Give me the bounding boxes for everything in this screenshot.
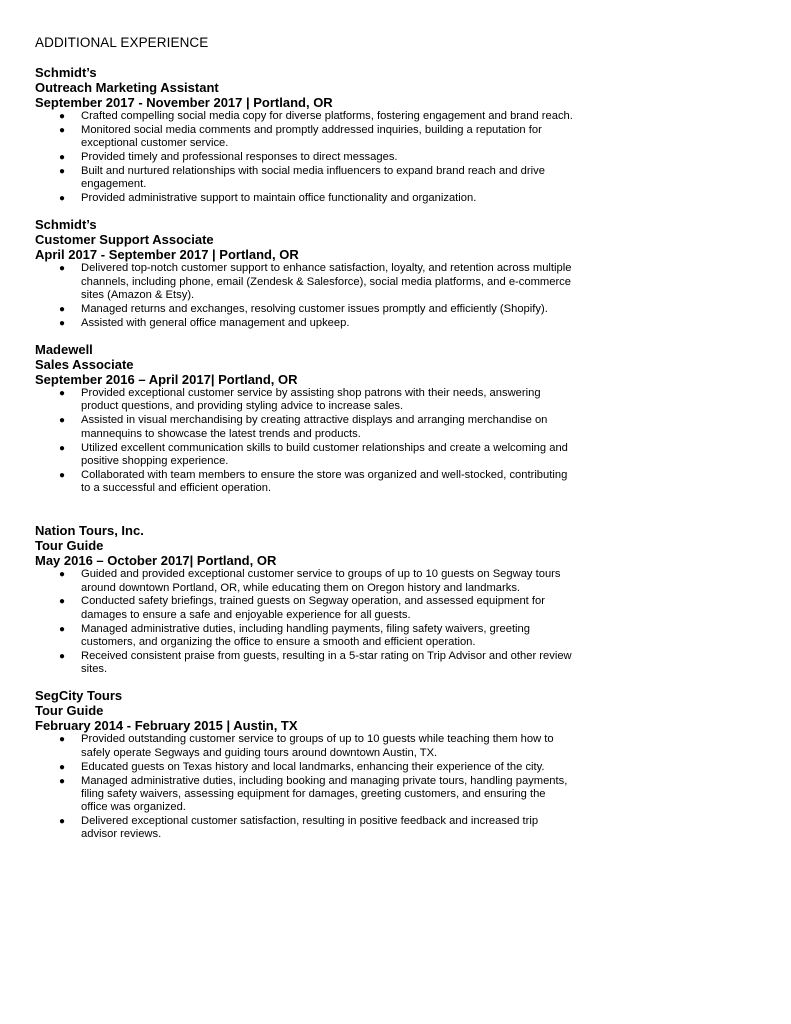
job-company: Schmidt’s: [35, 217, 97, 233]
bullet-text: Provided timely and professional responses to direct messages.: [81, 151, 398, 164]
bullet-text: Provided outstanding customer service to groups of up to 10 guests while teaching them how to safely operate Segways and guiding tours around downtown Austin, TX.: [81, 733, 554, 759]
job-company: SegCity Tours: [35, 688, 123, 704]
bullet-text: Educated guests on Texas history and local landmarks, enhancing their experience of the city.: [81, 760, 545, 773]
job-title: Tour Guide: [35, 703, 104, 719]
bullet-list: [35, 387, 575, 495]
bullet-list: [35, 733, 575, 841]
bullet-list: [35, 568, 575, 676]
job-title: Outreach Marketing Assistant: [35, 80, 219, 95]
bullet-item: [35, 192, 575, 205]
bullet-dot-icon: ●: [59, 165, 66, 177]
bullet-text: Provided exceptional customer service by assisting shop patrons with their needs, answering product questions, and providing styling advice to increase sales.: [81, 387, 541, 413]
job-company: Schmidt’s: [35, 65, 97, 80]
bullet-item: [35, 568, 575, 595]
job-entry: [35, 342, 575, 495]
job-dates-location: September 2017 - November 2017 | Portland, OR: [35, 95, 333, 110]
bullet-item: [35, 165, 575, 192]
bullet-text: Managed returns and exchanges, resolving customer issues promptly and efficiently (Shopify).: [81, 302, 548, 315]
bullet-text: Conducted safety briefings, trained guests on Segway operation, and assessed equipment for damages to ensure a safe and enjoyable experience for all guests.: [81, 595, 545, 621]
bullet-text: Assisted in visual merchandising by creating attractive displays and arranging merchandise on mannequins to showcase the latest trends and products.: [81, 414, 548, 440]
bullet-dot-icon: ●: [59, 317, 66, 329]
bullet-item: [35, 262, 575, 302]
bullet-dot-icon: ●: [59, 193, 66, 205]
bullet-dot-icon: ●: [59, 124, 66, 136]
bullet-dot-icon: ●: [59, 775, 66, 787]
bullet-text: Assisted with general office management and upkeep.: [81, 316, 350, 329]
job-dates-location: February 2014 - February 2015 | Austin, TX: [35, 718, 298, 734]
section-title: ADDITIONAL EXPERIENCE: [35, 35, 209, 50]
bullet-dot-icon: ●: [59, 152, 66, 164]
job-dates-location: September 2016 – April 2017| Portland, OR: [35, 372, 298, 388]
job-title: Sales Associate: [35, 357, 134, 373]
bullet-dot-icon: ●: [59, 734, 66, 746]
bullet-item: [35, 650, 575, 677]
bullet-item: [35, 623, 575, 650]
bullet-item: [35, 761, 575, 774]
bullet-item: [35, 775, 575, 815]
bullet-dot-icon: ●: [59, 569, 66, 581]
bullet-item: [35, 151, 575, 164]
job-entry: [35, 688, 575, 841]
bullet-text: Delivered exceptional customer satisfaction, resulting in positive feedback and increased trip advisor reviews.: [81, 815, 539, 841]
bullet-text: Built and nurtured relationships with social media influencers to expand brand reach and drive engagement.: [81, 164, 545, 191]
job-company: Madewell: [35, 342, 93, 358]
bullet-text: Provided administrative support to maintain office functionality and organization.: [81, 192, 477, 205]
bullet-dot-icon: ●: [59, 469, 66, 481]
job-entry: [35, 65, 575, 205]
bullet-item: [35, 110, 575, 123]
resume-page: [35, 34, 575, 842]
job-title: Tour Guide: [35, 538, 104, 554]
bullet-dot-icon: ●: [59, 388, 66, 400]
bullet-list: [35, 262, 575, 330]
bullet-dot-icon: ●: [59, 761, 66, 773]
bullet-dot-icon: ●: [59, 623, 66, 635]
job-company: Nation Tours, Inc.: [35, 523, 144, 539]
bullet-dot-icon: ●: [59, 442, 66, 454]
bullet-text: Guided and provided exceptional customer service to groups of up to 10 guests on Segway tours around downtown Portland, OR, while educating them on Oregon history and landmarks.: [81, 568, 561, 594]
bullet-item: [35, 469, 575, 496]
bullet-text: Utilized excellent communication skills to build customer relationships and create a welcoming and positive shopping experience.: [81, 441, 568, 467]
bullet-dot-icon: ●: [59, 111, 66, 122]
job-dates-location: April 2017 - September 2017 | Portland, OR: [35, 247, 299, 263]
bullet-dot-icon: ●: [59, 303, 66, 315]
bullet-text: Collaborated with team members to ensure the store was organized and well-stocked, contributing to a successful and efficient operation.: [81, 468, 568, 494]
bullet-item: [35, 442, 575, 469]
bullet-text: Monitored social media comments and promptly addressed inquiries, building a reputation for exceptional customer service.: [81, 123, 542, 150]
bullet-dot-icon: ●: [59, 650, 66, 662]
job-entry: [35, 217, 575, 330]
bullet-text: Crafted compelling social media copy for diverse platforms, fostering engagement and brand reach.: [81, 110, 573, 122]
bullet-text: Managed administrative duties, including handling payments, filing safety waivers, greeting customers, and organizing the office to ensure a smooth and efficient operation.: [81, 622, 530, 648]
bullet-item: [35, 317, 575, 330]
bullet-dot-icon: ●: [59, 816, 66, 827]
bullet-list: [35, 110, 575, 205]
job-list: [35, 65, 575, 842]
bullet-item: [35, 733, 575, 760]
job-title: Customer Support Associate: [35, 232, 214, 248]
bullet-text: Delivered top-notch customer support to enhance satisfaction, loyalty, and retention across multiple channels, including phone, email (Zendesk & Salesforce), social media platforms, and e-commerce sites (Amazon & Etsy).: [81, 262, 572, 302]
bullet-item: [35, 815, 575, 842]
bullet-item: [35, 387, 575, 414]
bullet-item: [35, 303, 575, 316]
bullet-item: [35, 414, 575, 441]
bullet-text: Received consistent praise from guests, resulting in a 5-star rating on Trip Advisor and other review sites.: [81, 649, 572, 676]
bullet-text: Managed administrative duties, including booking and managing private tours, handling payments, filing safety waivers, assessing equipment for damages, greeting customers, and ensuring the office was organized.: [81, 774, 568, 814]
bullet-dot-icon: ●: [59, 263, 66, 275]
bullet-item: [35, 124, 575, 151]
job-dates-location: May 2016 – October 2017| Portland, OR: [35, 553, 277, 569]
bullet-dot-icon: ●: [59, 596, 66, 608]
bullet-dot-icon: ●: [59, 415, 66, 427]
bullet-item: [35, 595, 575, 622]
job-entry: [35, 523, 575, 676]
